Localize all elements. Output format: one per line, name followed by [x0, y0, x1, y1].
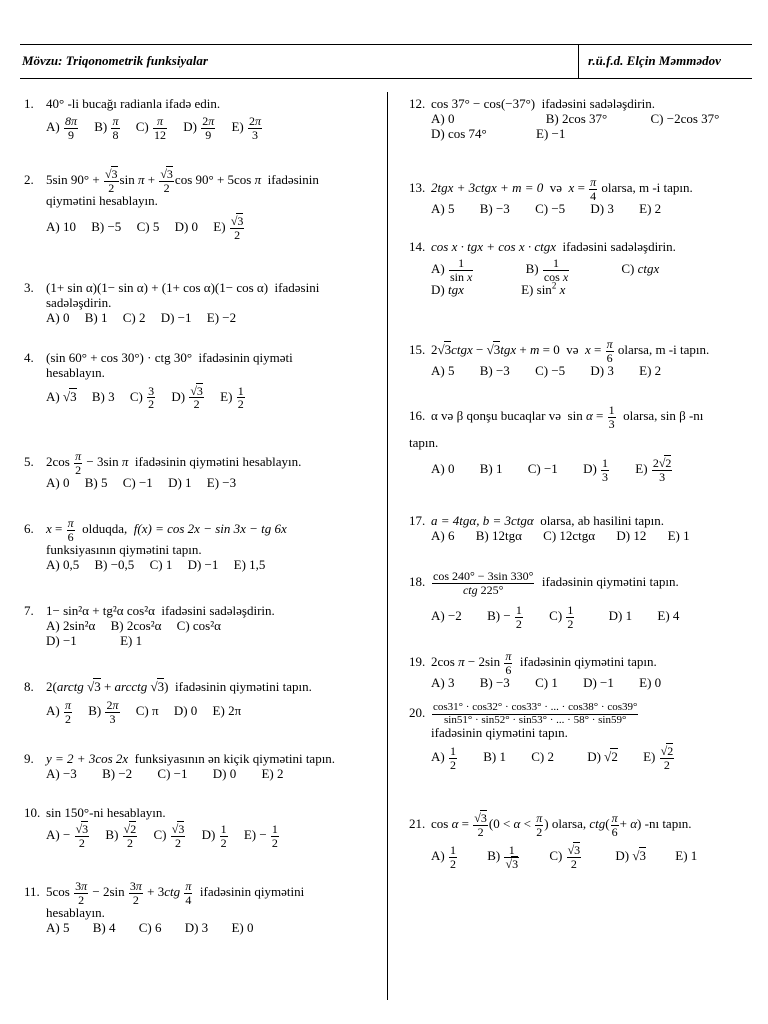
option-b[interactable]: B) 12tgα [475, 527, 522, 543]
question-5: 5. 2cos $\frac{\pi}{2}$ − 3sin π ifadəsinin qiymətini hesablayın. A) 0 B) 5 C) −1 D) 1 E) −3 [24, 449, 302, 491]
answer-options [409, 257, 676, 283]
answer-options [409, 127, 731, 142]
option-a[interactable]: A) 2sin²α [46, 617, 96, 633]
option-a[interactable]: A) $\frac{1}{2}$ [431, 744, 456, 772]
option-d[interactable]: D) 3 [590, 363, 614, 379]
option-b[interactable]: B) 2cos 37° [545, 110, 608, 126]
option-c[interactable]: C) −5 [535, 363, 566, 379]
option-b[interactable]: B) −3 [479, 675, 510, 691]
math-expression: x = $\frac{\pi}{4}$ [568, 175, 597, 203]
option-e[interactable]: E) $\frac{1}{2}$ [220, 383, 244, 412]
option-c[interactable]: C) $\frac{1}{2}$ [549, 603, 574, 631]
option-e[interactable]: E) 2 [261, 765, 284, 781]
option-a[interactable]: A) 0,5 [46, 557, 80, 573]
answer-options [409, 745, 687, 771]
question-stem: funksiyasının qiymətini tapın. [46, 542, 202, 558]
option-b[interactable]: B) −3 [479, 363, 510, 379]
option-d[interactable]: D) 1 [168, 475, 192, 491]
option-a[interactable]: A) $\frac{8\pi}{9}$ [46, 113, 77, 142]
answer-options [24, 115, 275, 141]
question-stem: qiymətini hesablayın. [46, 193, 158, 209]
question-stem: ifadəsinin qiymətini tapın. [431, 725, 568, 741]
question-16: 16. α və β qonşu bucaqlar və sin α = $\frac{1}{3}$ olarsa, sin β -nı tapın. A) 0 B) 1 C) −1 D) $\frac{1}{3}$ E) $\frac{2√2}{3}$ [409, 403, 704, 484]
question-18: 18. cos 240° − 3sin 330° ctg 225° ifadəsinin qiymətini tapın. A) −2 B) − $\frac{1}{2}$ C) $\frac{1}{2}$ D) 1 E) 4 [409, 570, 691, 630]
option-b[interactable]: B) −3 [479, 201, 510, 217]
option-e[interactable]: E) $\frac{√2}{2}$ [643, 744, 674, 772]
option-e[interactable]: E) − $\frac{1}{2}$ [243, 821, 278, 850]
answer-options [409, 529, 702, 544]
option-b[interactable]: B) 2cos²α [110, 617, 162, 633]
answer-options [409, 364, 709, 379]
answer-options [409, 280, 676, 298]
answer-options [24, 699, 312, 725]
option-c[interactable]: C) −1 [157, 765, 188, 781]
option-a[interactable]: A) 5 [431, 363, 455, 379]
option-e[interactable]: E) 1 [667, 527, 690, 543]
question-11: 11. 5cos $\frac{3\pi}{2}$ − 2sin $\frac{3\pi}{2}$ + 3ctg $\frac{\pi}{4}$ ifadəsinin qiymətini hesablayın. A) 5 B) 4 C) 6 D) 3 E) 0 [24, 879, 305, 936]
option-d[interactable]: D) tgx [431, 282, 464, 298]
option-b[interactable]: B) − $\frac{1}{2}$ [487, 603, 522, 631]
answer-options [24, 215, 319, 241]
option-c[interactable]: C) $\frac{√3}{2}$ [153, 821, 185, 850]
option-e[interactable]: E) $\frac{2\pi}{3}$ [231, 113, 262, 142]
option-e[interactable]: E) 2 [639, 201, 662, 217]
question-9: 9. y = 2 + 3cos 2x funksiyasının ən kiçik qiymətini tapın. A) −3 B) −2 C) −1 D) 0 E) 2 [24, 751, 336, 781]
math-expression: (sin 60° + cos 30°) · ctg 30° [46, 350, 193, 365]
answer-options [24, 385, 293, 411]
option-b[interactable]: B) −5 [91, 219, 122, 235]
header-divider [578, 44, 579, 78]
option-b[interactable]: B) $\frac{1}{√3}$ [487, 843, 519, 871]
math-expression: cos 37° − cos(−37°) [431, 96, 536, 111]
option-a[interactable]: A) −3 [46, 765, 77, 781]
option-c[interactable]: C) $\frac{3}{2}$ [129, 383, 155, 412]
option-b[interactable]: B) $\frac{√2}{2}$ [105, 821, 137, 850]
option-d[interactable]: D) −1 [46, 632, 77, 648]
question-15: 15. 2√3ctgx − √3tgx + m = 0 və x = $\frac{\pi}{6}$ olarsa, m -i tapın. A) 5 B) −3 C) −5 D) 3 E) 2 [409, 337, 710, 379]
option-c[interactable]: C) −1 [122, 475, 153, 491]
option-e[interactable]: E) 0 [639, 675, 662, 691]
question-14: 14. cos x · tgx + cos x · ctgx ifadəsini sadələşdirin. A) $\frac{1}{\text{sin x}}$ B) $\frac{1}{\text{cos x}}$ C) ctgx D) tgx E) $\sin^2 x$ [409, 239, 676, 298]
question-12: 12. cos 37° − cos(−37°) ifadəsini sadələşdirin. A) 0 B) 2cos 37° C) −2cos 37° D) cos 74° E) −1 [409, 97, 731, 142]
math-expression: 2cos $\frac{\pi}{2}$ − 3sin π [46, 449, 129, 477]
option-e[interactable]: E) 1 [675, 848, 698, 864]
option-c[interactable]: C) π [135, 703, 159, 719]
header-bottom-rule [20, 78, 752, 79]
option-a[interactable]: A) $\frac{1}{2}$ [431, 843, 456, 871]
option-e[interactable]: E) 2 [639, 363, 662, 379]
math-expression: 2√3ctgx − √3tgx + m = 0 [431, 342, 560, 358]
option-d[interactable]: D) −1 [187, 557, 219, 573]
option-b[interactable]: B) 5 [84, 475, 108, 491]
answer-options [409, 457, 703, 483]
answer-options [24, 823, 292, 849]
option-c[interactable]: C) $\frac{√3}{2}$ [549, 843, 581, 871]
option-e[interactable]: E) $\sin^2 x$ [521, 280, 566, 298]
math-expression: $\frac{\cos 31^\circ \cdot \cos 32^\circ \cdot \cos 33^\circ \cdot ... \cdot \cos 38^\circ \cdot \cos 39^\circ}{\sin 51^\circ \cdot \sin 52^\circ \cdot \sin 53^\circ \cdot ... \cdot 58^\circ \cdot \sin 59^\circ}$ [433, 701, 638, 726]
math-expression: sin 150° [46, 805, 90, 820]
option-c[interactable]: C) $\frac{\pi}{12}$ [135, 113, 166, 142]
option-b[interactable]: B) 1 [483, 749, 506, 765]
option-d[interactable]: D) 1 [608, 608, 633, 624]
question-stem: sadələşdirin. [46, 294, 112, 310]
option-d[interactable]: D) $\frac{2\pi}{9}$ [183, 113, 215, 142]
option-c[interactable]: C) 6 [138, 920, 162, 936]
question-6: 6. x = $\frac{\pi}{6}$ olduqda, f(x) = cos 2x − sin 3x − tg 6x funksiyasının qiymətini tapın. A) 0,5 B) −0,5 C) 1 D) −1 E) 1,5 [24, 516, 287, 573]
option-e[interactable]: E) 0 [231, 920, 254, 936]
option-a[interactable]: A) 0 [46, 309, 70, 325]
option-d[interactable]: D) 12 [616, 527, 647, 543]
question-7: 7. 1− sin²α + tg²α cos²α ifadəsini sadələşdirin. A) 2sin²α B) 2cos²α C) cos²α D) −1 E) 1 [24, 603, 275, 648]
option-d[interactable]: D) 0 [174, 219, 199, 235]
option-a[interactable]: A) 5 [46, 920, 70, 936]
math-expression: 2(arctg √3 + arcctg √3) [46, 679, 169, 694]
question-1: 1. 40° -li bucağı radianla ifadə edin. A) $\frac{8\pi}{9}$ B) $\frac{\pi}{8}$ C) $\frac{\pi}{12}$ D) $\frac{2\pi}{9}$ E) $\frac{2\pi}{3}$ [24, 97, 275, 141]
option-a[interactable]: A) 0 [431, 110, 455, 126]
question-2: 2. 5sin 90° + $\frac{√3}{2}$ sin π + $\frac{√3}{2}$ cos 90° + 5cos π ifadəsinin qiymətini hesablayın. A) 10 B) −5 C) 5 D) 0 E) $\frac{√3}{2}$ [24, 167, 319, 242]
option-e[interactable]: E) 4 [657, 608, 680, 624]
option-e[interactable]: E) $\frac{√3}{2}$ [213, 214, 244, 242]
question-stem: 40° -li bucağı radianla ifadə edin. [46, 96, 221, 111]
answer-options [24, 767, 335, 782]
math-expression: y = 2 + 3cos 2x [46, 751, 129, 766]
option-a[interactable]: A) 3 [431, 675, 455, 691]
option-d[interactable]: D) 0 [212, 765, 237, 781]
question-stem: hesablayın. [46, 364, 105, 380]
math-expression: ctg( $\frac{\pi}{6}$ + α) [589, 811, 642, 839]
math-expression: 2cos π − 2sin $\frac{\pi}{6}$ [431, 649, 512, 677]
math-expression: 5cos $\frac{3\pi}{2}$ − 2sin $\frac{3\pi}{2}$ + 3ctg $\frac{\pi}{4}$ [46, 879, 192, 907]
math-expression: a = 4tgα, b = 3ctgα [431, 513, 534, 528]
option-d[interactable]: D) 3 [184, 920, 209, 936]
option-c[interactable]: C) 5 [136, 219, 160, 235]
option-a[interactable]: A) −2 [431, 608, 462, 624]
math-expression: (1+ sin α)(1− sin α) + (1+ cos α)(1− cos α) [46, 280, 269, 295]
topic-title: Mövzu: Triqonometrik funksiyalar [22, 53, 208, 68]
option-b[interactable]: B) $\frac{2\pi}{3}$ [88, 697, 119, 726]
option-d[interactable]: D) −1 [160, 309, 192, 325]
question-8: 8. 2(arctg √3 + arcctg √3) ifadəsinin qiymətini tapın. A) $\frac{\pi}{2}$ B) $\frac{2\pi}{3}$ C) π D) 0 E) 2π [24, 679, 312, 726]
answer-options [409, 844, 709, 870]
question-stem: hesablayın. [46, 905, 105, 921]
option-a[interactable]: A) 0 [46, 475, 70, 491]
option-b[interactable]: B) −2 [102, 765, 133, 781]
option-b[interactable]: B) 1 [84, 309, 108, 325]
option-a[interactable]: A) $\frac{1}{\text{sin x}}$ [431, 255, 473, 284]
question-stem: tapın. [409, 435, 439, 451]
option-d[interactable]: D) √3 [615, 848, 647, 864]
header-top-rule [20, 44, 752, 45]
option-c[interactable]: C) −2cos 37° [650, 110, 720, 126]
answer-options [24, 476, 301, 491]
option-c[interactable]: C) −5 [535, 201, 566, 217]
question-17: 17. a = 4tgα, b = 3ctgα olarsa, ab hasilini tapın. A) 6 B) 12tgα C) 12ctgα D) 12 E) 1 [409, 514, 702, 544]
answer-options [409, 202, 693, 217]
option-a[interactable]: A) 6 [431, 527, 455, 543]
answer-options [24, 558, 287, 573]
answer-options [24, 921, 304, 936]
option-c[interactable]: C) 1 [535, 675, 558, 691]
option-e[interactable]: E) $\frac{2√2}{3}$ [635, 456, 672, 484]
math-expression: 2tgx + 3ctgx + m = 0 [431, 180, 544, 196]
option-d[interactable]: D) $\frac{1}{2}$ [201, 821, 227, 850]
question-13: 13. 2tgx + 3ctgx + m = 0 və x = $\frac{\pi}{4}$ olarsa, m -i tapın. A) 5 B) −3 C) −5 D) 3 E) 2 [409, 175, 693, 217]
column-divider [387, 92, 388, 1000]
answer-options [24, 311, 319, 326]
option-e[interactable]: E) 1 [120, 632, 143, 648]
question-4: 4. (sin 60° + cos 30°) · ctg 30° ifadəsinin qiyməti hesablayın. A) √3 B) 3 C) $\frac{3}{2}$ D) $\frac{√3}{2}$ E) $\frac{1}{2}$ [24, 350, 293, 412]
option-a[interactable]: A) 10 [46, 219, 76, 235]
option-c[interactable]: C) 2 [531, 749, 554, 765]
option-b[interactable]: B) 3 [91, 388, 115, 404]
question-21: 21. cos α = $\frac{√3}{2}$ (0 < α < $\frac{\pi}{2}$ ) olarsa, ctg( $\frac{\pi}{6}$ + α) -nı tapın. A) $\frac{1}{2}$ B) $\frac{1}{√3}$ C) $\frac{√3}{2}$ D) √3 E) 1 [409, 812, 709, 870]
option-a[interactable]: A) 0 [431, 461, 455, 477]
option-c[interactable]: C) −1 [527, 461, 558, 477]
math-expression: cos 240° − 3sin 330° ctg 225° [433, 569, 534, 597]
option-e[interactable]: E) −1 [536, 125, 566, 141]
option-e[interactable]: E) −3 [206, 475, 237, 491]
math-expression: 1− sin²α + tg²α cos²α [46, 603, 155, 618]
option-c[interactable]: C) 2 [122, 309, 146, 325]
option-a[interactable]: A) − $\frac{√3}{2}$ [46, 821, 89, 850]
option-b[interactable]: B) 1 [479, 461, 503, 477]
answer-options [409, 604, 691, 630]
option-d[interactable]: D) cos 74° [431, 125, 487, 141]
question-10: 10. sin 150°-ni hesablayın. A) − $\frac{√3}{2}$ B) $\frac{√2}{2}$ C) $\frac{√3}{2}$ D) $\frac{1}{2}$ E) − $\frac{1}{2}$ [24, 806, 292, 849]
math-expression: x = $\frac{\pi}{6}$ [585, 337, 613, 365]
answer-options [409, 112, 731, 127]
option-d[interactable]: D) 0 [173, 703, 198, 719]
option-d[interactable]: D) −1 [583, 675, 614, 691]
option-a[interactable]: A) 5 [431, 201, 455, 217]
question-3: 3. (1+ sin α)(1− sin α) + (1+ cos α)(1− cos α) ifadəsini sadələşdirin. A) 0 B) 1 C) 2 D) −1 E) −2 [24, 280, 320, 325]
math-expression: 5sin 90° + $\frac{√3}{2}$ sin π + $\frac{√3}{2}$ cos 90° + 5cos π [46, 167, 262, 195]
option-d[interactable]: D) $\frac{√3}{2}$ [171, 383, 203, 412]
answer-options [24, 619, 275, 634]
option-c[interactable]: C) 1 [149, 557, 173, 573]
author-name: r.ü.f.d. Elçin Məmmədov [588, 53, 721, 68]
option-e[interactable]: E) 2π [212, 703, 242, 719]
math-expression: cos α = $\frac{√3}{2}$ (0 < α < $\frac{\pi}{2}$ ) [431, 811, 549, 839]
math-expression: x = $\frac{\pi}{6}$ [46, 516, 74, 544]
answer-options [24, 634, 275, 649]
option-b[interactable]: B) 4 [92, 920, 116, 936]
option-e[interactable]: E) −2 [206, 309, 237, 325]
option-a[interactable]: A) √3 [46, 388, 77, 404]
option-a[interactable]: A) $\frac{\pi}{2}$ [46, 697, 71, 726]
math-expression: sin α = $\frac{1}{3}$ [567, 403, 615, 431]
math-expression: cos x · tgx + cos x · ctgx [431, 239, 557, 254]
math-expression: f(x) = cos 2x − sin 3x − tg 6x [133, 521, 287, 537]
answer-options [409, 676, 673, 691]
option-c[interactable]: C) cos²α [176, 617, 221, 633]
option-d[interactable]: D) $\frac{1}{3}$ [583, 456, 609, 484]
option-d[interactable]: D) √2 [587, 749, 618, 765]
option-c[interactable]: C) 12ctgα [543, 527, 596, 543]
option-e[interactable]: E) 1,5 [233, 557, 266, 573]
question-20: 20. $\frac{\cos 31^\circ \cdot \cos 32^\circ \cdot \cos 33^\circ \cdot ... \cdot \cos 38^\circ \cdot \cos 39^\circ}{\sin 51^\circ \cdot \sin 52^\circ \cdot \sin 53^\circ \cdot ... \cdot 58^\circ \cdot \sin 59^\circ}$ ifadəsinin qiymətini tapın. A) $\frac{1}{2}$ B) 1 C) 2 D) √2 E) $\frac{√2}{2}$ [409, 702, 687, 771]
option-b[interactable]: B) $\frac{\pi}{8}$ [94, 113, 119, 142]
option-c[interactable]: C) ctgx [621, 261, 660, 277]
option-b[interactable]: B) −0,5 [94, 557, 135, 573]
option-b[interactable]: B) $\frac{1}{\text{cos x}}$ [525, 255, 569, 284]
option-d[interactable]: D) 3 [590, 201, 614, 217]
question-19: 19. 2cos π − 2sin $\frac{\pi}{6}$ ifadəsinin qiymətini tapın. A) 3 B) −3 C) 1 D) −1 E) 0 [409, 650, 673, 691]
